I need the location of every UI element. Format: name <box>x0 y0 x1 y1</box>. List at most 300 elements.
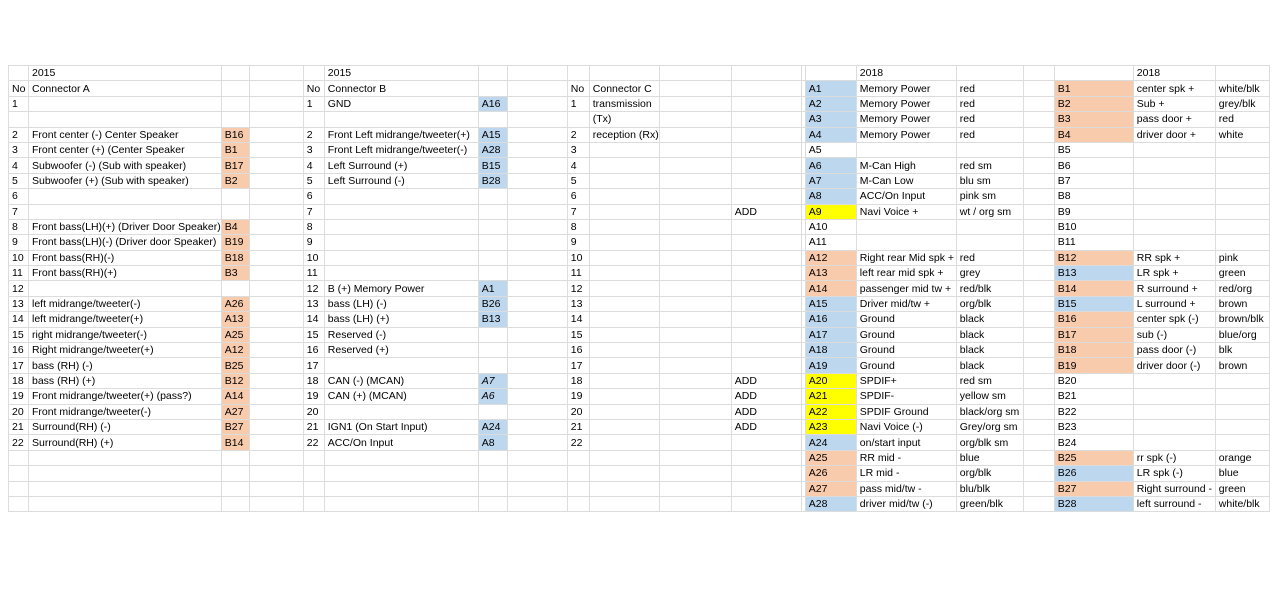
cell[interactable]: red sm <box>956 373 1023 388</box>
cell[interactable] <box>478 189 507 204</box>
cell[interactable]: No <box>567 81 589 96</box>
cell[interactable]: A1 <box>805 81 856 96</box>
cell[interactable] <box>249 281 303 296</box>
cell[interactable] <box>221 496 249 511</box>
cell[interactable]: blue/org <box>1215 327 1269 342</box>
cell[interactable]: ADD <box>731 389 801 404</box>
cell[interactable] <box>1023 189 1054 204</box>
cell[interactable]: driver mid/tw (-) <box>856 496 956 511</box>
cell[interactable]: Front center (-) Center Speaker <box>29 127 222 142</box>
cell[interactable] <box>221 96 249 111</box>
cell[interactable] <box>507 204 567 219</box>
cell[interactable]: A4 <box>805 127 856 142</box>
cell[interactable] <box>249 435 303 450</box>
cell[interactable] <box>589 173 659 188</box>
cell[interactable]: A14 <box>221 389 249 404</box>
cell[interactable]: A24 <box>478 419 507 434</box>
cell[interactable] <box>1215 204 1269 219</box>
cell[interactable]: R surround + <box>1133 281 1215 296</box>
cell[interactable]: pass mid/tw - <box>856 481 956 496</box>
cell[interactable]: red <box>1215 112 1269 127</box>
cell[interactable] <box>249 96 303 111</box>
cell[interactable] <box>659 373 731 388</box>
cell[interactable] <box>589 343 659 358</box>
cell[interactable]: blue <box>1215 466 1269 481</box>
cell[interactable] <box>1023 66 1054 81</box>
cell[interactable]: B12 <box>1054 250 1133 265</box>
cell[interactable] <box>249 127 303 142</box>
cell[interactable]: 21 <box>9 419 29 434</box>
cell[interactable] <box>1023 419 1054 434</box>
cell[interactable] <box>567 450 589 465</box>
cell[interactable] <box>659 389 731 404</box>
cell[interactable] <box>29 96 222 111</box>
cell[interactable]: B11 <box>1054 235 1133 250</box>
cell[interactable]: B27 <box>1054 481 1133 496</box>
cell[interactable] <box>731 281 801 296</box>
cell[interactable]: left surround - <box>1133 496 1215 511</box>
cell[interactable]: A25 <box>221 327 249 342</box>
cell[interactable]: Navi Voice (-) <box>856 419 956 434</box>
cell[interactable]: brown <box>1215 358 1269 373</box>
cell[interactable] <box>303 481 324 496</box>
cell[interactable]: B18 <box>1054 343 1133 358</box>
cell[interactable]: 7 <box>567 204 589 219</box>
cell[interactable] <box>731 312 801 327</box>
cell[interactable] <box>478 466 507 481</box>
cell[interactable] <box>1215 189 1269 204</box>
cell[interactable]: 10 <box>567 250 589 265</box>
cell[interactable] <box>659 435 731 450</box>
cell[interactable] <box>324 404 478 419</box>
cell[interactable]: A20 <box>805 373 856 388</box>
cell[interactable]: Front bass(LH)(+) (Driver Door Speaker) <box>29 219 222 234</box>
cell[interactable] <box>731 266 801 281</box>
cell[interactable]: black <box>956 343 1023 358</box>
cell[interactable] <box>221 189 249 204</box>
cell[interactable]: A19 <box>805 358 856 373</box>
cell[interactable] <box>507 296 567 311</box>
cell[interactable]: center spk + <box>1133 81 1215 96</box>
cell[interactable] <box>324 204 478 219</box>
cell[interactable]: A25 <box>805 450 856 465</box>
cell[interactable]: Connector C <box>589 81 659 96</box>
cell[interactable]: GND <box>324 96 478 111</box>
cell[interactable] <box>589 266 659 281</box>
cell[interactable]: Driver mid/tw + <box>856 296 956 311</box>
cell[interactable] <box>324 219 478 234</box>
cell[interactable] <box>731 142 801 157</box>
cell[interactable]: SPDIF+ <box>856 373 956 388</box>
cell[interactable]: B19 <box>1054 358 1133 373</box>
cell[interactable] <box>221 204 249 219</box>
cell[interactable] <box>249 419 303 434</box>
cell[interactable]: passenger mid tw + <box>856 281 956 296</box>
cell[interactable]: CAN (+) (MCAN) <box>324 389 478 404</box>
cell[interactable] <box>1023 112 1054 127</box>
cell[interactable]: B23 <box>1054 419 1133 434</box>
cell[interactable] <box>1133 219 1215 234</box>
cell[interactable] <box>1215 373 1269 388</box>
cell[interactable] <box>731 435 801 450</box>
cell[interactable]: left midrange/tweeter(-) <box>29 296 222 311</box>
cell[interactable]: B26 <box>1054 466 1133 481</box>
cell[interactable] <box>659 112 731 127</box>
cell[interactable] <box>249 112 303 127</box>
cell[interactable]: 14 <box>9 312 29 327</box>
cell[interactable]: A7 <box>805 173 856 188</box>
cell[interactable]: Memory Power <box>856 81 956 96</box>
cell[interactable] <box>249 312 303 327</box>
cell[interactable]: 11 <box>303 266 324 281</box>
cell[interactable]: 2018 <box>856 66 956 81</box>
cell[interactable]: B18 <box>221 250 249 265</box>
cell[interactable]: Surround(RH) (-) <box>29 419 222 434</box>
cell[interactable] <box>589 481 659 496</box>
cell[interactable] <box>324 266 478 281</box>
cell[interactable] <box>1133 373 1215 388</box>
cell[interactable]: B (+) Memory Power <box>324 281 478 296</box>
cell[interactable]: B4 <box>221 219 249 234</box>
cell[interactable]: 12 <box>303 281 324 296</box>
cell[interactable] <box>221 481 249 496</box>
cell[interactable] <box>478 219 507 234</box>
cell[interactable]: A16 <box>805 312 856 327</box>
cell[interactable] <box>567 496 589 511</box>
cell[interactable] <box>9 496 29 511</box>
cell[interactable]: B16 <box>1054 312 1133 327</box>
cell[interactable] <box>567 481 589 496</box>
cell[interactable]: red <box>956 81 1023 96</box>
cell[interactable]: B13 <box>478 312 507 327</box>
cell[interactable]: B24 <box>1054 435 1133 450</box>
cell[interactable] <box>478 204 507 219</box>
cell[interactable]: ADD <box>731 419 801 434</box>
cell[interactable]: grey/blk <box>1215 96 1269 111</box>
cell[interactable]: 20 <box>567 404 589 419</box>
cell[interactable]: A27 <box>805 481 856 496</box>
cell[interactable] <box>1023 142 1054 157</box>
cell[interactable] <box>507 435 567 450</box>
cell[interactable] <box>1023 343 1054 358</box>
cell[interactable] <box>1023 466 1054 481</box>
cell[interactable] <box>29 281 222 296</box>
cell[interactable]: B15 <box>1054 296 1133 311</box>
cell[interactable] <box>589 296 659 311</box>
cell[interactable]: Left Surround (+) <box>324 158 478 173</box>
cell[interactable]: B20 <box>1054 373 1133 388</box>
cell[interactable]: B17 <box>1054 327 1133 342</box>
cell[interactable]: red/org <box>1215 281 1269 296</box>
cell[interactable] <box>589 219 659 234</box>
cell[interactable]: 14 <box>303 312 324 327</box>
cell[interactable] <box>249 373 303 388</box>
cell[interactable] <box>1215 404 1269 419</box>
cell[interactable] <box>589 327 659 342</box>
cell[interactable]: B14 <box>1054 281 1133 296</box>
cell[interactable] <box>589 419 659 434</box>
cell[interactable]: 4 <box>9 158 29 173</box>
cell[interactable] <box>1054 66 1133 81</box>
cell[interactable] <box>1133 173 1215 188</box>
cell[interactable]: Front center (+) (Center Speaker <box>29 142 222 157</box>
cell[interactable] <box>249 173 303 188</box>
cell[interactable]: 12 <box>9 281 29 296</box>
cell[interactable] <box>659 142 731 157</box>
cell[interactable]: 16 <box>567 343 589 358</box>
cell[interactable]: 2 <box>567 127 589 142</box>
cell[interactable]: left rear mid spk + <box>856 266 956 281</box>
cell[interactable]: 17 <box>303 358 324 373</box>
cell[interactable] <box>221 66 249 81</box>
cell[interactable] <box>589 404 659 419</box>
cell[interactable] <box>856 235 956 250</box>
cell[interactable] <box>249 496 303 511</box>
cell[interactable] <box>478 81 507 96</box>
cell[interactable] <box>659 266 731 281</box>
cell[interactable] <box>221 281 249 296</box>
cell[interactable]: red/blk <box>956 281 1023 296</box>
cell[interactable]: A5 <box>805 142 856 157</box>
cell[interactable] <box>1023 173 1054 188</box>
cell[interactable] <box>249 66 303 81</box>
cell[interactable] <box>29 189 222 204</box>
cell[interactable] <box>324 235 478 250</box>
cell[interactable]: A11 <box>805 235 856 250</box>
cell[interactable]: 3 <box>9 142 29 157</box>
cell[interactable] <box>731 235 801 250</box>
cell[interactable]: A6 <box>478 389 507 404</box>
cell[interactable]: A21 <box>805 389 856 404</box>
cell[interactable]: 20 <box>9 404 29 419</box>
cell[interactable] <box>659 404 731 419</box>
cell[interactable] <box>659 296 731 311</box>
cell[interactable]: A6 <box>805 158 856 173</box>
cell[interactable]: A2 <box>805 96 856 111</box>
cell[interactable] <box>249 296 303 311</box>
cell[interactable] <box>507 250 567 265</box>
cell[interactable] <box>221 112 249 127</box>
cell[interactable]: A24 <box>805 435 856 450</box>
cell[interactable] <box>956 66 1023 81</box>
cell[interactable]: A3 <box>805 112 856 127</box>
cell[interactable]: Ground <box>856 343 956 358</box>
cell[interactable]: Reserved (-) <box>324 327 478 342</box>
cell[interactable]: red <box>956 96 1023 111</box>
cell[interactable]: A23 <box>805 419 856 434</box>
cell[interactable] <box>659 419 731 434</box>
cell[interactable] <box>249 404 303 419</box>
cell[interactable] <box>659 466 731 481</box>
cell[interactable] <box>659 81 731 96</box>
cell[interactable]: org/blk <box>956 296 1023 311</box>
cell[interactable]: Memory Power <box>856 127 956 142</box>
cell[interactable] <box>1023 358 1054 373</box>
cell[interactable]: LR mid - <box>856 466 956 481</box>
cell[interactable]: orange <box>1215 450 1269 465</box>
cell[interactable] <box>856 219 956 234</box>
cell[interactable] <box>1023 312 1054 327</box>
cell[interactable]: Navi Voice + <box>856 204 956 219</box>
cell[interactable]: CAN (-) (MCAN) <box>324 373 478 388</box>
cell[interactable] <box>324 496 478 511</box>
cell[interactable]: 5 <box>303 173 324 188</box>
cell[interactable] <box>507 481 567 496</box>
cell[interactable]: brown <box>1215 296 1269 311</box>
cell[interactable]: Subwoofer (+) (Sub with speaker) <box>29 173 222 188</box>
cell[interactable]: red <box>956 250 1023 265</box>
cell[interactable] <box>478 358 507 373</box>
cell[interactable]: 2 <box>303 127 324 142</box>
cell[interactable] <box>249 81 303 96</box>
cell[interactable]: A16 <box>478 96 507 111</box>
cell[interactable]: 16 <box>303 343 324 358</box>
cell[interactable] <box>478 327 507 342</box>
cell[interactable]: B4 <box>1054 127 1133 142</box>
cell[interactable]: 14 <box>567 312 589 327</box>
cell[interactable]: Connector A <box>29 81 222 96</box>
cell[interactable] <box>589 466 659 481</box>
cell[interactable] <box>659 481 731 496</box>
cell[interactable] <box>1215 158 1269 173</box>
cell[interactable]: reception (Rx) <box>589 127 659 142</box>
cell[interactable] <box>589 389 659 404</box>
cell[interactable]: pink sm <box>956 189 1023 204</box>
cell[interactable] <box>567 112 589 127</box>
cell[interactable] <box>1023 281 1054 296</box>
cell[interactable]: Front midrange/tweeter(+) (pass?) <box>29 389 222 404</box>
cell[interactable] <box>1023 389 1054 404</box>
cell[interactable] <box>956 219 1023 234</box>
cell[interactable]: B1 <box>1054 81 1133 96</box>
cell[interactable] <box>731 481 801 496</box>
cell[interactable] <box>1023 127 1054 142</box>
cell[interactable]: 21 <box>303 419 324 434</box>
cell[interactable] <box>507 419 567 434</box>
cell[interactable]: A10 <box>805 219 856 234</box>
cell[interactable]: Ground <box>856 327 956 342</box>
cell[interactable]: Right surround - <box>1133 481 1215 496</box>
cell[interactable] <box>1023 204 1054 219</box>
cell[interactable]: A26 <box>221 296 249 311</box>
cell[interactable]: B17 <box>221 158 249 173</box>
cell[interactable] <box>1023 81 1054 96</box>
cell[interactable]: A28 <box>805 496 856 511</box>
cell[interactable]: A27 <box>221 404 249 419</box>
cell[interactable]: org/blk sm <box>956 435 1023 450</box>
cell[interactable]: 21 <box>567 419 589 434</box>
cell[interactable] <box>956 142 1023 157</box>
cell[interactable]: RR mid - <box>856 450 956 465</box>
cell[interactable] <box>29 466 222 481</box>
cell[interactable]: A18 <box>805 343 856 358</box>
cell[interactable]: No <box>9 81 29 96</box>
cell[interactable]: A13 <box>221 312 249 327</box>
cell[interactable]: B19 <box>221 235 249 250</box>
cell[interactable] <box>589 235 659 250</box>
cell[interactable]: black/org sm <box>956 404 1023 419</box>
cell[interactable]: Sub + <box>1133 96 1215 111</box>
cell[interactable] <box>659 327 731 342</box>
cell[interactable]: 13 <box>567 296 589 311</box>
cell[interactable] <box>1023 327 1054 342</box>
cell[interactable]: Ground <box>856 358 956 373</box>
cell[interactable] <box>659 496 731 511</box>
cell[interactable] <box>1023 481 1054 496</box>
cell[interactable]: B26 <box>478 296 507 311</box>
cell[interactable] <box>856 142 956 157</box>
cell[interactable]: 18 <box>9 373 29 388</box>
cell[interactable]: 8 <box>303 219 324 234</box>
cell[interactable] <box>589 142 659 157</box>
cell[interactable] <box>507 158 567 173</box>
cell[interactable] <box>249 204 303 219</box>
cell[interactable] <box>9 466 29 481</box>
cell[interactable]: bass (RH) (-) <box>29 358 222 373</box>
cell[interactable] <box>249 327 303 342</box>
cell[interactable]: 15 <box>303 327 324 342</box>
cell[interactable]: A15 <box>478 127 507 142</box>
cell[interactable]: Ground <box>856 312 956 327</box>
cell[interactable]: 10 <box>303 250 324 265</box>
cell[interactable] <box>1023 435 1054 450</box>
cell[interactable]: A7 <box>478 373 507 388</box>
cell[interactable]: A1 <box>478 281 507 296</box>
cell[interactable]: 8 <box>567 219 589 234</box>
cell[interactable] <box>731 343 801 358</box>
cell[interactable] <box>659 96 731 111</box>
cell[interactable]: A8 <box>478 435 507 450</box>
cell[interactable] <box>1133 435 1215 450</box>
cell[interactable] <box>1023 496 1054 511</box>
cell[interactable]: A28 <box>478 142 507 157</box>
cell[interactable] <box>1215 389 1269 404</box>
cell[interactable]: blu sm <box>956 173 1023 188</box>
cell[interactable] <box>507 404 567 419</box>
cell[interactable] <box>9 450 29 465</box>
cell[interactable]: red <box>956 112 1023 127</box>
cell[interactable]: green <box>1215 266 1269 281</box>
cell[interactable] <box>324 450 478 465</box>
cell[interactable] <box>1215 235 1269 250</box>
cell[interactable] <box>9 66 29 81</box>
cell[interactable] <box>731 158 801 173</box>
cell[interactable]: Memory Power <box>856 96 956 111</box>
cell[interactable] <box>507 358 567 373</box>
cell[interactable]: 11 <box>567 266 589 281</box>
cell[interactable]: white <box>1215 127 1269 142</box>
cell[interactable]: IGN1 (On Start Input) <box>324 419 478 434</box>
cell[interactable]: Memory Power <box>856 112 956 127</box>
cell[interactable] <box>507 373 567 388</box>
cell[interactable]: RR spk + <box>1133 250 1215 265</box>
cell[interactable] <box>303 66 324 81</box>
cell[interactable] <box>324 112 478 127</box>
cell[interactable] <box>1133 419 1215 434</box>
cell[interactable]: 1 <box>9 96 29 111</box>
cell[interactable] <box>589 189 659 204</box>
cell[interactable]: 2015 <box>29 66 222 81</box>
cell[interactable]: green/blk <box>956 496 1023 511</box>
cell[interactable] <box>1023 450 1054 465</box>
cell[interactable] <box>659 450 731 465</box>
cell[interactable]: 10 <box>9 250 29 265</box>
cell[interactable] <box>659 189 731 204</box>
cell[interactable]: B13 <box>1054 266 1133 281</box>
cell[interactable]: 15 <box>567 327 589 342</box>
cell[interactable]: 8 <box>9 219 29 234</box>
cell[interactable]: bass (LH) (+) <box>324 312 478 327</box>
